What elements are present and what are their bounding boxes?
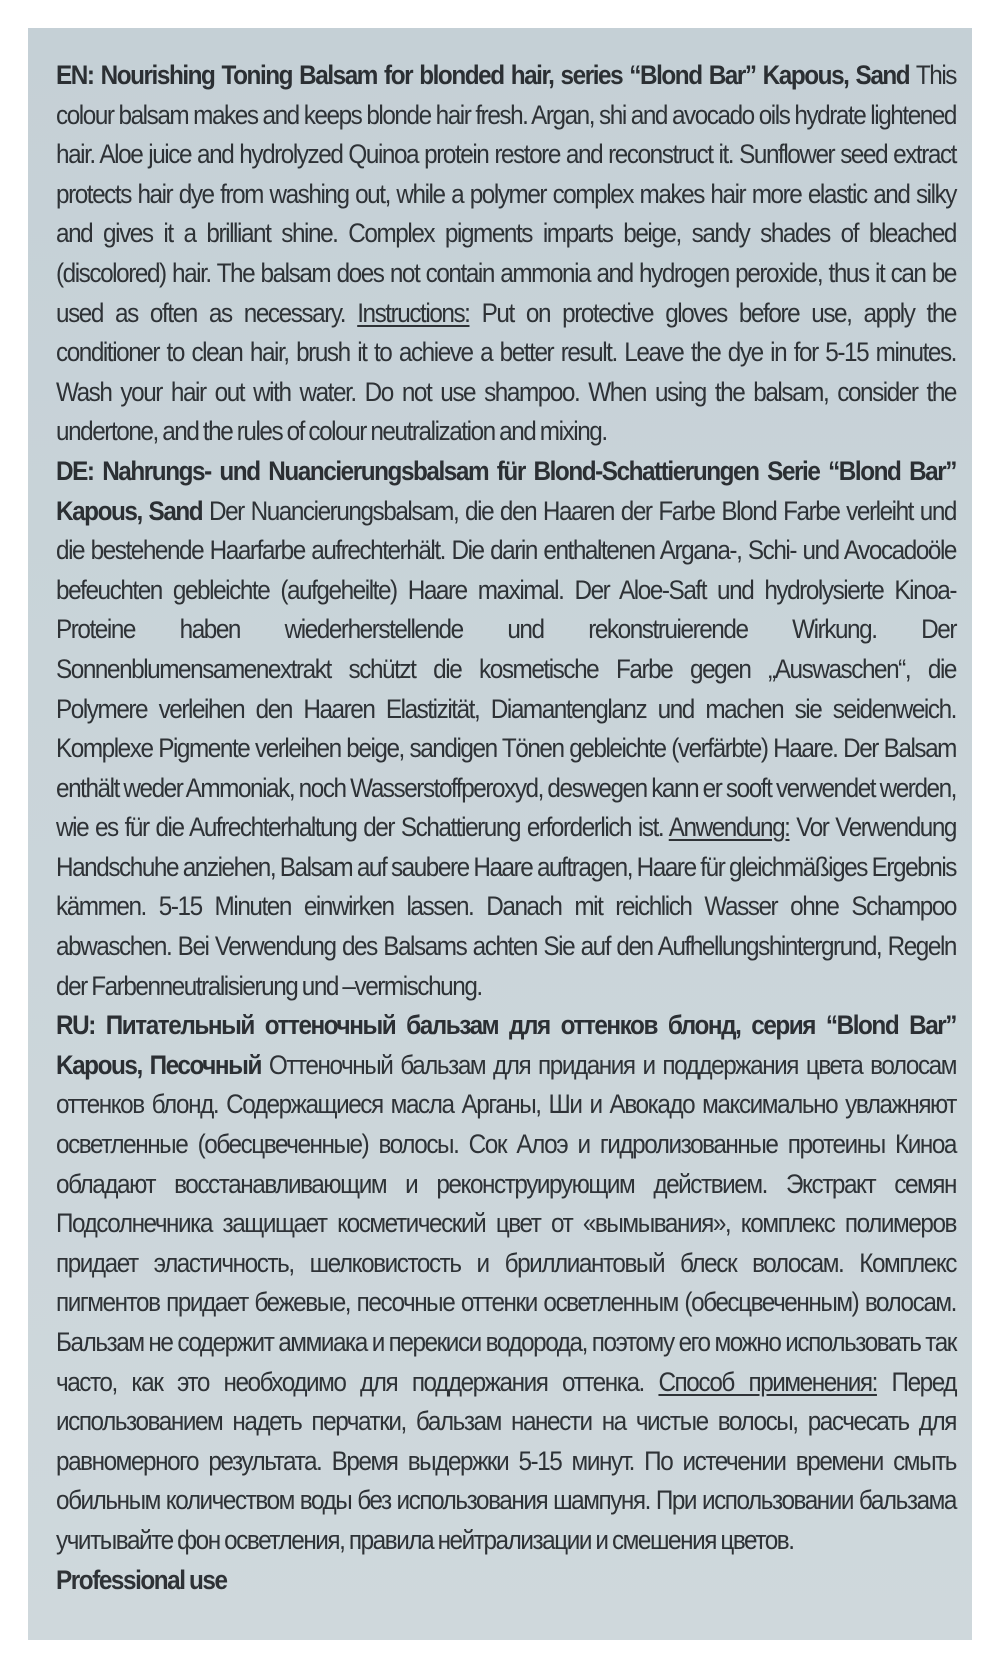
english-instructions-label: Instructions: [357,297,470,328]
english-section [56,56,956,452]
language-code-ru: RU: [56,1010,95,1041]
english-heading: Nourishing Toning Balsam for blonded hair, series “Blond Bar” Kapous, Sand [100,60,910,90]
russian-instructions-label: Способ применения: [658,1366,877,1397]
russian-section [56,1006,956,1560]
german-instructions: Vor Verwendung Handschuhe anziehen, Balsam auf saubere Haare auftragen, Haare für gleichmäßiges Ergebnis kämmen. 5-15 Minuten einwirken lassen. Danach mit reichlich Wasser ohne Schampoo abwaschen. Bei Verwendung des Balsams achten Sie auf den Aufhellungshintergrund, Regeln der Farbenneutralisierung und –vermischung. [56,812,956,1001]
professional-use-note: Professional use [56,1564,227,1595]
german-heading: Nahrungs- und Nuancierungsbalsam für Blond-Schattierungen Serie “Blond Bar” Kapous, Sand [56,455,956,526]
german-section [56,452,956,1006]
language-code-en: EN: [56,60,94,90]
russian-instructions: Перед использованием надеть перчатки, бальзам нанести на чистые волосы, расчесать для равномерного результата. Время выдержки 5-15 минут. По истечении времени смыть обильным количеством воды без использования шампуня. При использовании бальзама учитывайте фон осветления, правила нейтрализации и смешения цветов. [56,1366,957,1555]
language-code-de: DE: [56,455,94,486]
english-description: This colour balsam makes and keeps blonde hair fresh. Argan, shi and avocado oils hydrate lightened hair. Aloe juice and hydrolyzed Quinoa protein restore and reconstruct it. Sunflower seed extract protects hair dye from washing out, while a polymer complex makes hair more elastic and silky and gives it a brilliant shine. Complex pigments imparts beige, sandy shades of bleached (discolored) hair. The balsam does not contain ammonia and hydrogen peroxide, thus it can be used as often as necessary. [56,60,956,328]
product-label [28,28,972,1640]
german-instructions-label: Anwendung: [668,812,790,843]
russian-heading: Питательный оттеночный бальзам для оттенков блонд, серия “Blond Bar” Kapous, Песочный [56,1010,956,1080]
russian-description: Оттеночный бальзам для придания и поддержания цвета волосам оттенков блонд. Содержащиеся масла Арганы, Ши и Авокадо максимально увлажняют осветленные (обесцвеченные) волосы. Сок Алоэ и гидролизованные протеины Киноа обладают восстанавливающим и реконструирующим действием. Экстракт семян Подсолнечника защищает косметический цвет от «вымывания», комплекс полимеров придает эластичность, шелковистость и бриллиантовый блеск волосам. Комплекс пигментов придает бежевые, песочные оттенки осветленным (обесцвеченным) волосам. Бальзам не содержит аммиака и перекиси водорода, поэтому его можно использовать так часто, как это необходимо для поддержания оттенка. [56,1049,957,1397]
english-instructions: Put on protective gloves before use, apply the conditioner to clean hair, brush it to achieve a better result. Leave the dye in for 5-15 minutes. Wash your hair out with water. Do not use shampoo. When using the balsam, consider the undertone, and the rules of colour neutralization and mixing. [56,297,957,447]
german-description: Der Nuancierungsbalsam, die den Haaren der Farbe Blond Farbe verleiht und die bestehende Haarfarbe aufrechterhält. Die darin enthaltenen Argana-, Schi- und Avocadoöle befeuchten gebleichte (aufgeheilte) Haare maximal. Der Aloe-Saft und hydrolysierte Kinoa-Proteine haben wiederherstellende und rekonstruierende Wirkung. Der Sonnenblumensamenextrakt schützt die kosmetische Farbe gegen „Auswaschen“, die Polymere verleihen den Haaren Elastizität, Diamantenglanz und machen sie seidenweich. Komplexe Pigmente verleihen beige, sandigen Tönen gebleichte (verfärbte) Haare. Der Balsam enthält weder Ammoniak, noch Wasserstoffperoxyd, deswegen kann er sooft verwendet werden, wie es für die Aufrechterhaltung der Schattierung erforderlich ist. [56,495,956,843]
